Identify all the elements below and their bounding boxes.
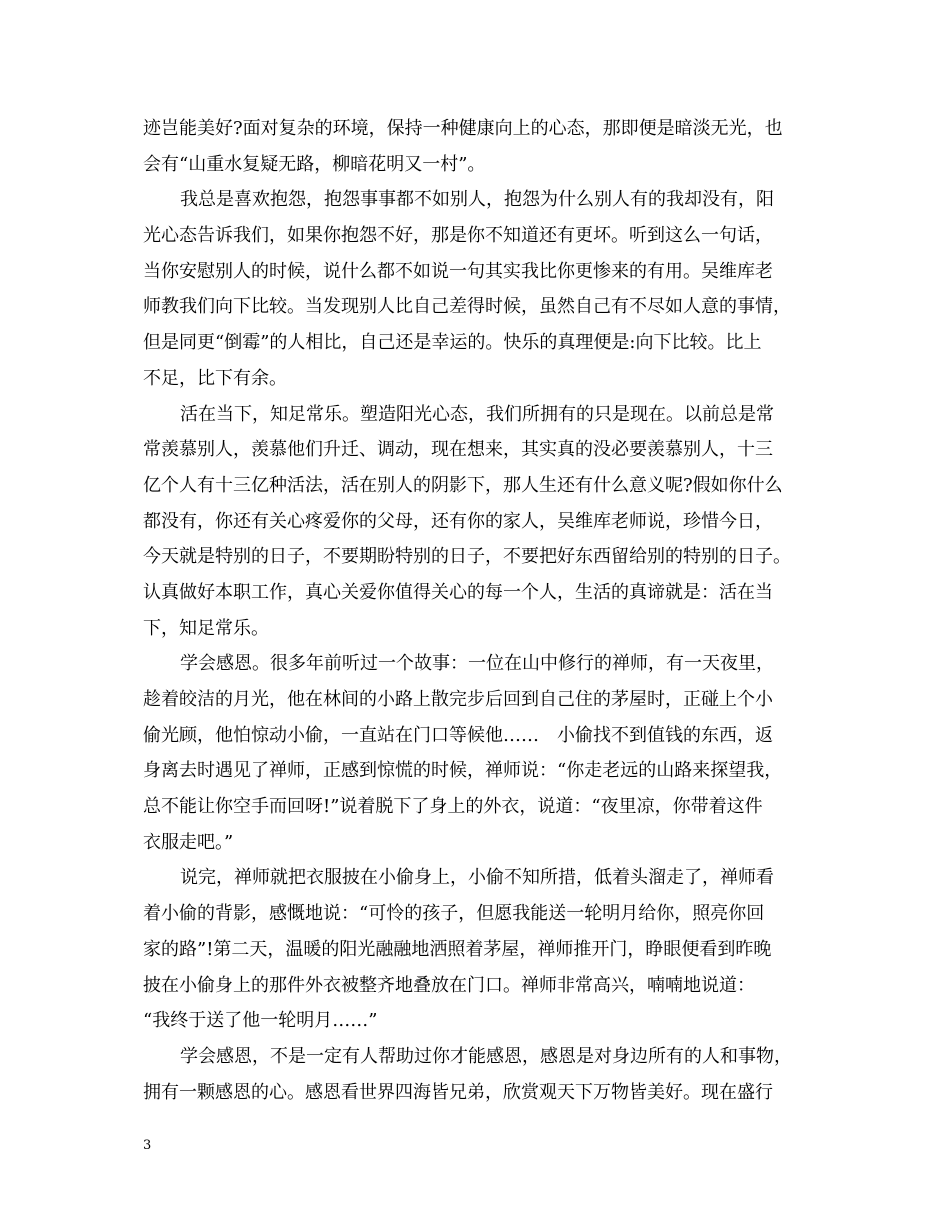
body-text — [143, 111, 826, 1110]
text-line: 活在当下，知足常乐。塑造阳光心态，我们所拥有的只是现在。以前总是常 — [180, 403, 774, 425]
page-number: 3 — [143, 1138, 152, 1153]
text-line: 学会感恩。很多年前听过一个故事：一位在山中修行的禅师，有一天夜里， — [180, 653, 774, 675]
text-line: “我终于送了他一轮明月……” — [143, 1010, 378, 1032]
text-line: 认真做好本职工作，真心关爱你值得关心的每一个人，生活的真谛就是：活在当 — [143, 581, 773, 603]
text-line: 下，知足常乐。 — [143, 617, 269, 639]
text-line: 偷光顾，他怕惊动小偷，一直站在门口等候他…… 小偷找不到值钱的东西，返 — [143, 724, 773, 746]
text-line: 说完，禅师就把衣服披在小偷身上，小偷不知所措，低着头溜走了，禅师看 — [180, 867, 774, 889]
text-line: 我总是喜欢抱怨，抱怨事事都不如别人，抱怨为什么别人有的我却没有，阳 — [180, 189, 774, 211]
text-line: 身离去时遇见了禅师，正感到惊慌的时候，禅师说：“你走老远的山路来探望我， — [143, 760, 783, 782]
text-line: 当你安慰别人的时候，说什么都不如说一句其实我比你更惨来的有用。吴维库老 — [143, 260, 773, 282]
text-line: 不足，比下有余。 — [143, 367, 287, 389]
text-line: 师教我们向下比较。当发现别人比自己差得时候，虽然自己有不尽如人意的事情， — [143, 296, 791, 318]
text-line: 迹岂能美好?面对复杂的环境，保持一种健康向上的心态，那即便是暗淡无光，也 — [143, 118, 783, 139]
text-line: 但是同更“倒霉”的人相比，自己还是幸运的。快乐的真理便是:向下比较。比上 — [143, 332, 762, 354]
text-line: 光心态告诉我们，如果你抱怨不好，那是你不知道还有更坏。听到这么一句话， — [143, 225, 773, 247]
text-line: 披在小偷身上的那件外衣被整齐地叠放在门口。禅师非常高兴，喃喃地说道： — [143, 974, 755, 996]
text-line: 趁着皎洁的月光，他在林间的小路上散完步后回到自己住的茅屋时，正碰上个小 — [143, 689, 773, 710]
text-line: 家的路”!第二天，温暖的阳光融融地洒照着茅屋，禅师推开门，睁眼便看到昨晚 — [143, 938, 772, 960]
text-line: 亿个人有十三亿种活法，活在别人的阴影下，那人生还有什么意义呢?假如你什么 — [143, 474, 783, 496]
text-line: 拥有一颗感恩的心。感恩看世界四海皆兄弟，欣赏观天下万物皆美好。现在盛行 — [143, 1081, 773, 1103]
text-line: 总不能让你空手而回呀!”说着脱下了身上的外衣，说道：“夜里凉，你带着这件 — [143, 796, 763, 818]
text-line: 会有“山重水复疑无路，柳暗花明又一村”。 — [143, 153, 486, 175]
text-line: 今天就是特别的日子，不要期盼特别的日子，不要把好东西留给别的特别的日子。 — [143, 546, 791, 568]
text-line: 着小偷的背影，感慨地说：“可怜的孩子，但愿我能送一轮明月给你，照亮你回 — [143, 903, 765, 925]
text-line: 衣服走吧。” — [143, 831, 234, 853]
text-line: 常羡慕别人，羡慕他们升迁、调动，现在想来，其实真的没必要羡慕别人，十三 — [143, 439, 773, 461]
text-line: 学会感恩，不是一定有人帮助过你才能感恩，感恩是对身边所有的人和事物， — [180, 1045, 792, 1067]
text-line: 都没有，你还有关心疼爱你的父母，还有你的家人，吴维库老师说，珍惜今日， — [143, 510, 773, 532]
